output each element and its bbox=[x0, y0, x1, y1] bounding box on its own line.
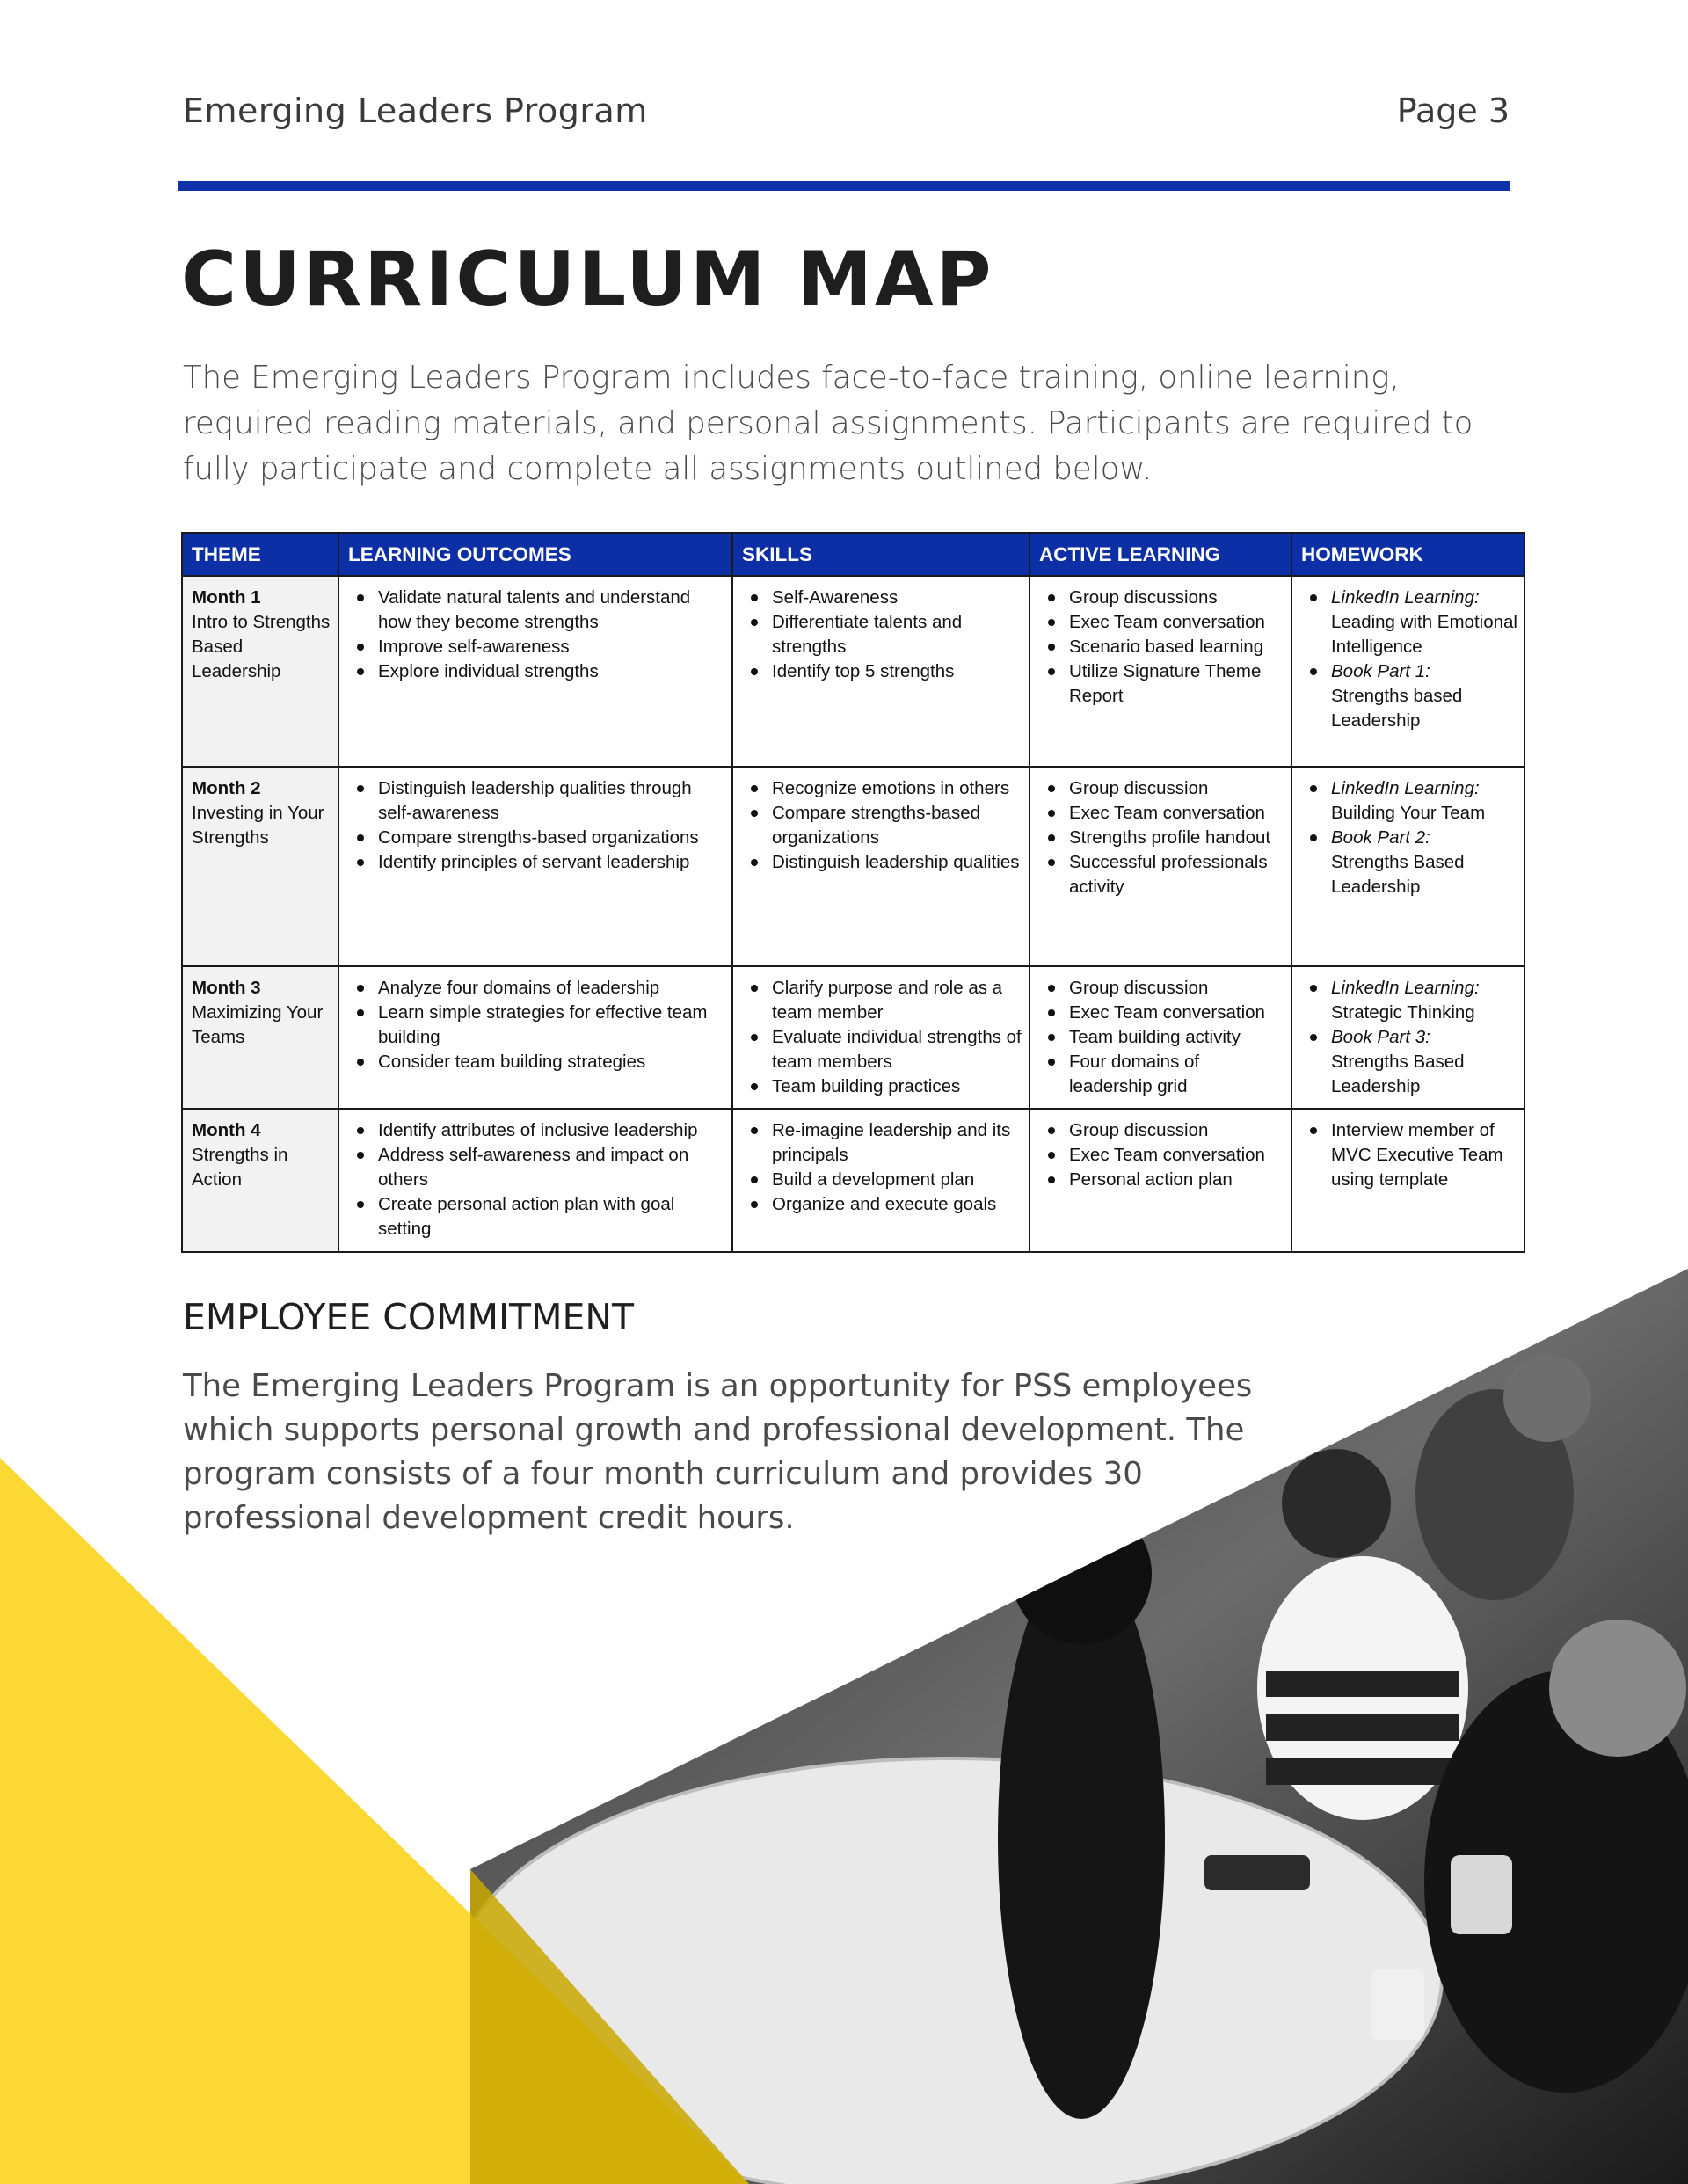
list-item: Strengths profile handout bbox=[1069, 826, 1285, 850]
list-item: Compare strengths-based organizations bbox=[772, 801, 1023, 850]
list-item: Identify attributes of inclusive leadership bbox=[378, 1118, 726, 1143]
list-item: Group discussions bbox=[1069, 586, 1285, 610]
list-item: Exec Team conversation bbox=[1069, 610, 1285, 635]
homework-label: Book Part 3: bbox=[1331, 1027, 1430, 1047]
month-label: Month 4 bbox=[192, 1120, 261, 1140]
list-item: Team building activity bbox=[1069, 1025, 1285, 1050]
header-page-number: Page 3 bbox=[1396, 91, 1510, 130]
list-item: Clarify purpose and role as a team member bbox=[772, 976, 1023, 1025]
column-header-active-learning: ACTIVE LEARNING bbox=[1030, 533, 1291, 576]
list-item: Scenario based learning bbox=[1069, 635, 1285, 659]
list-item: Differentiate talents and strengths bbox=[772, 610, 1023, 659]
list-item: Four domains of leadership grid bbox=[1069, 1050, 1285, 1099]
list-item: Re-imagine leadership and its principals bbox=[772, 1118, 1023, 1168]
list-item: Explore individual strengths bbox=[378, 659, 726, 684]
homework-label: LinkedIn Learning: bbox=[1331, 587, 1480, 608]
theme-name: Maximizing Your Teams bbox=[192, 1002, 324, 1047]
homework-text: Building Your Team bbox=[1331, 803, 1486, 823]
homework-text: Strengths based Leadership bbox=[1331, 686, 1463, 731]
homework-label: Book Part 2: bbox=[1331, 827, 1430, 848]
list-item: Identify principles of servant leadership bbox=[378, 850, 726, 875]
column-header-outcomes: LEARNING OUTCOMES bbox=[338, 533, 732, 576]
list-item: Exec Team conversation bbox=[1069, 1001, 1285, 1025]
homework-text: Strengths Based Leadership bbox=[1331, 852, 1465, 897]
page-title: CURRICULUM MAP bbox=[181, 236, 994, 324]
list-item: Address self-awareness and impact on others bbox=[378, 1143, 726, 1192]
list-item: Exec Team conversation bbox=[1069, 801, 1285, 826]
homework-label: Book Part 1: bbox=[1331, 661, 1430, 681]
homework-text: Strategic Thinking bbox=[1331, 1002, 1475, 1023]
list-item: Personal action plan bbox=[1069, 1168, 1285, 1192]
homework-text: Interview member of MVC Executive Team using template bbox=[1331, 1120, 1503, 1190]
list-item: Validate natural talents and understand how they become strengths bbox=[378, 586, 726, 635]
month-label: Month 2 bbox=[192, 778, 261, 798]
list-item: Group discussion bbox=[1069, 1118, 1285, 1143]
intro-paragraph: The Emerging Leaders Program includes face-to-face training, online learning, required reading materials, and personal assignments. Participants are required to fully participate and complete all assignments outlined below. bbox=[183, 360, 1473, 487]
commitment-paragraph: The Emerging Leaders Program is an opportunity for PSS employees which supports personal growth and professional development. The program consists of a four month curriculum and provides 30 professional development credit hours. bbox=[183, 1368, 1253, 1536]
column-header-skills: SKILLS bbox=[732, 533, 1030, 576]
list-item: Evaluate individual strengths of team members bbox=[772, 1025, 1023, 1074]
list-item: Group discussion bbox=[1069, 776, 1285, 801]
column-header-theme: THEME bbox=[182, 533, 338, 576]
list-item: Organize and execute goals bbox=[772, 1192, 1023, 1217]
theme-name: Investing in Your Strengths bbox=[192, 803, 324, 848]
list-item: Learn simple strategies for effective team building bbox=[378, 1001, 726, 1050]
homework-text: Strengths Based Leadership bbox=[1331, 1052, 1465, 1096]
month-label: Month 1 bbox=[192, 587, 261, 608]
list-item: Consider team building strategies bbox=[378, 1050, 726, 1074]
list-item: Distinguish leadership qualities through self-awareness bbox=[378, 776, 726, 826]
list-item: Improve self-awareness bbox=[378, 635, 726, 659]
homework-label: LinkedIn Learning: bbox=[1331, 778, 1480, 798]
list-item: Group discussion bbox=[1069, 976, 1285, 1001]
homework-text: Leading with Emotional Intelligence bbox=[1331, 612, 1517, 657]
list-item: Recognize emotions in others bbox=[772, 776, 1023, 801]
list-item: Distinguish leadership qualities bbox=[772, 850, 1023, 875]
column-header-homework: HOMEWORK bbox=[1291, 533, 1524, 576]
homework-label: LinkedIn Learning: bbox=[1331, 978, 1480, 998]
theme-name: Strengths in Action bbox=[192, 1145, 288, 1190]
theme-name: Intro to Strengths Based Leadership bbox=[192, 612, 331, 681]
commitment-heading: EMPLOYEE COMMITMENT bbox=[183, 1296, 635, 1338]
list-item: Analyze four domains of leadership bbox=[378, 976, 726, 1001]
list-item: Create personal action plan with goal setting bbox=[378, 1192, 726, 1241]
list-item: Self-Awareness bbox=[772, 586, 1023, 610]
list-item: Successful professionals activity bbox=[1069, 850, 1285, 899]
month-label: Month 3 bbox=[192, 978, 261, 998]
list-item: Build a development plan bbox=[772, 1168, 1023, 1192]
list-item: Identify top 5 strengths bbox=[772, 659, 1023, 684]
list-item: Utilize Signature Theme Report bbox=[1069, 659, 1285, 709]
list-item: Exec Team conversation bbox=[1069, 1143, 1285, 1168]
header-program-name: Emerging Leaders Program bbox=[183, 91, 648, 130]
list-item: Team building practices bbox=[772, 1074, 1023, 1099]
list-item: Compare strengths-based organizations bbox=[378, 826, 726, 850]
